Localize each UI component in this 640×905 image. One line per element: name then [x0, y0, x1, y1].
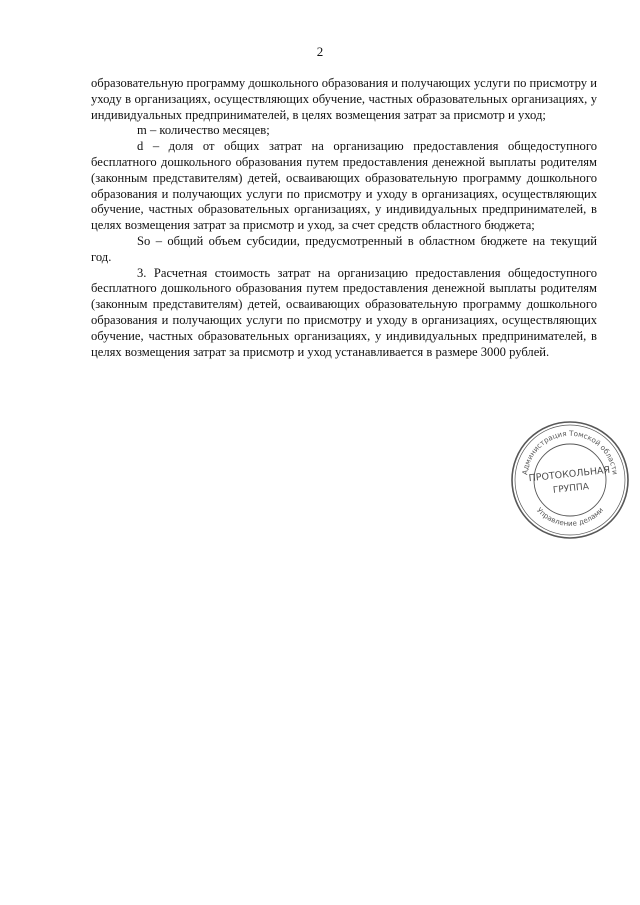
svg-text:Управление делами	[535, 505, 605, 528]
official-stamp	[508, 418, 632, 542]
stamp-outer-text-top: Администрация Томской области	[520, 428, 620, 476]
stamp-outer-text-bottom: Управление делами	[534, 505, 606, 528]
page-number: 2	[316, 44, 324, 59]
paragraph-m-definition: m – количество месяцев;	[137, 123, 270, 138]
stamp-inner-line-2: ГРУППА	[552, 482, 590, 496]
paragraph-continuation: образовательную программу дошкольного образования и получающих услуги по присмотру и уходу в организациях, осуществляющих обучение, частных образовательных организациях, у индивидуальных предпринимателей, в целях возмещения затрат за присмотр и уход;	[91, 76, 597, 122]
document-body	[91, 76, 597, 360]
stamp-inner-line-1: ПРОТОКОЛЬНАЯ	[528, 464, 611, 485]
paragraph-so-definition: So – общий объем субсидии, предусмотренный в областном бюджете на текущий год.	[91, 233, 597, 264]
paragraph-d-definition: d – доля от общих затрат на организацию предоставления общедоступного бесплатного дошкольного образования путем предоставления денежной выплаты родителям (законным представителям) детей, осваивающих образовательную программу дошкольного образования и получающих услуги по присмотру и уходу в организациях, осуществляющих обучение, частных образовательных организациях, у индивидуальных предпринимателей, в целях возмещения затрат за присмотр и уход, за счет средств областного бюджета;	[91, 139, 597, 233]
paragraph-clause-3: 3. Расчетная стоимость затрат на организацию предоставления общедоступного бесплатного дошкольного образования путем предоставления денежной выплаты родителям (законным представителям) детей, осваивающих образовательную программу дошкольного образования и получающих услуги по присмотру и уходу в организациях, осуществляющих обучение, частных образовательных организациях, у индивидуальных предпринимателей, в целях возмещения затрат за присмотр и уход устанавливается в размере 3000 рублей.	[91, 265, 597, 359]
